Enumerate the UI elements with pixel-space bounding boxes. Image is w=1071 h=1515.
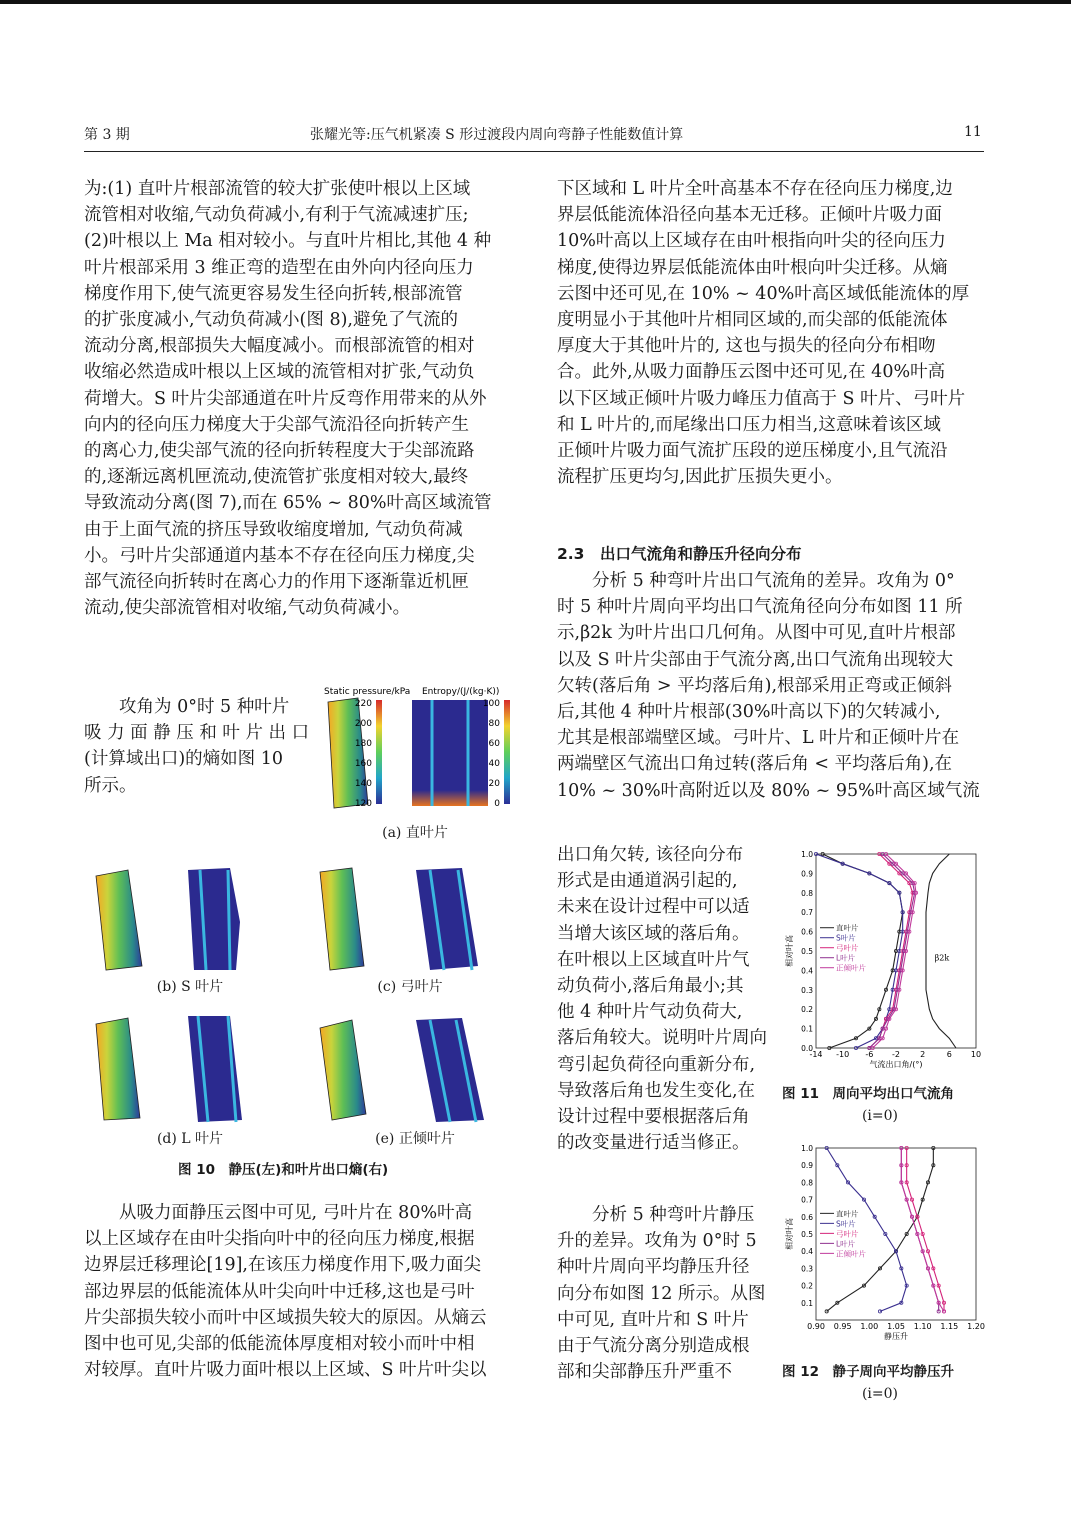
text-line: 导致落后角也发生变化,在 [557, 1080, 756, 1101]
text-line: 弯引起负荷径向重新分布, [557, 1054, 756, 1075]
text-line: 小。弓叶片尖部通道内基本不存在径向压力梯度,尖 [84, 545, 475, 566]
x-tick-label: -14 [809, 1050, 823, 1059]
data-point [825, 1310, 828, 1313]
y-tick-label: 1.0 [801, 850, 813, 859]
text-line: (计算域出口)的熵如图 10 [84, 749, 283, 770]
text-line: 叶片根部采用 3 维正弯的造型在由外向内径向压力 [84, 257, 474, 278]
text-line: 出口角欠转, 该径向分布 [557, 845, 744, 865]
text-line: 种叶片周向平均静压升径 [557, 1257, 750, 1278]
legend-label: L叶片 [836, 1239, 856, 1249]
text-line: 攻角为 0°时 5 种叶片 [119, 697, 290, 717]
y-tick-label: 0.4 [801, 966, 813, 976]
x-axis-label: 气流出口角/(°) [869, 1060, 923, 1069]
text-line: 为:(1) 直叶片根部流管的较大扩张使叶根以上区域 [84, 179, 471, 199]
fig10-subcaption-a: (a) 直叶片 [382, 825, 448, 841]
text-line: 未来在设计过程中可以适 [557, 897, 750, 918]
right-wrap-text-2 [557, 1202, 777, 1385]
text-line: 的离心力,使尖部气流的径向折转程度大于尖部流路 [84, 441, 475, 462]
pressure-colorbar [376, 700, 382, 804]
text-line: 分析 5 种弯叶片出口气流角的差异。攻角为 0° [592, 571, 955, 591]
text-line: 时 5 种叶片周向平均出口气流角径向分布如图 11 所 [557, 597, 963, 618]
text-line: 10%叶高以上区域存在由叶根指向叶尖的径向压力 [557, 231, 946, 252]
text-line: 度明显小于其他叶片相同区域的,而尖部的低能流体 [557, 310, 948, 331]
figure10-panel-d [90, 1010, 270, 1125]
pressure-contour-e [320, 1020, 366, 1120]
text-line: 设计过程中要根据落后角 [557, 1107, 750, 1128]
text-line: 和 L 叶片的,而尾缘出口压力相当,这意味着该区域 [557, 414, 941, 435]
text-line: 部和尖部静压升严重不 [557, 1362, 732, 1383]
y-tick-label: 0.5 [801, 1230, 813, 1239]
text-line: 所示。 [84, 775, 137, 796]
x-tick-label: 6 [946, 1050, 952, 1059]
text-line: 片尖部损失较小而叶中区域损失较大的原因。从熵云 [84, 1307, 487, 1328]
text-line: 后,其他 4 种叶片根部(30%叶高以下)的欠转减小, [557, 702, 941, 723]
fig11-caption: 图 11 周向平均出口气流角 [782, 1086, 954, 1102]
y-axis-label: 相对叶高 [785, 1218, 794, 1250]
text-line: 下区域和 L 叶片全叶高基本不存在径向压力梯度,边 [557, 179, 953, 199]
y-tick-label: 0.5 [801, 947, 813, 956]
text-line: 荷增大。S 叶片尖部通道在叶片反弯作用带来的从外 [84, 388, 487, 409]
entropy-tick: 60 [488, 739, 500, 749]
x-tick-label: -2 [892, 1050, 900, 1059]
y-tick-label: 0.6 [801, 927, 813, 937]
entropy-colorbar-title: Entropy/(J/(kg·K)) [422, 687, 500, 697]
pressure-tick: 220 [354, 699, 372, 709]
legend-label: 正倾叶片 [836, 1249, 866, 1259]
section-heading: 2.3 出口气流角和静压升径向分布 [557, 545, 802, 563]
legend-label: 弓叶片 [836, 1229, 859, 1239]
text-line: 形式是由通道涡引起的, [557, 871, 738, 892]
y-tick-label: 0.2 [801, 1005, 813, 1015]
top-border [0, 0, 1071, 4]
x-tick-label: 10 [970, 1050, 982, 1059]
legend-label: 正倾叶片 [836, 963, 866, 973]
text-line: 由于气流分离分别造成根 [557, 1336, 750, 1357]
x-tick-label: 1.00 [860, 1322, 879, 1331]
x-tick-label: -10 [836, 1050, 850, 1059]
pressure-tick: 120 [354, 799, 372, 809]
text-line: 部气流径向折转时在离心力的作用下逐渐靠近机匣 [84, 572, 469, 593]
fig10-subcaption-c: (c) 弓叶片 [377, 979, 443, 995]
y-tick-label: 0.3 [801, 1264, 813, 1274]
pressure-contour-b [96, 870, 142, 970]
beta2k-annotation: β2k [934, 953, 950, 963]
text-line: 部边界层的低能流体从叶尖向叶中迁移,这也是弓叶 [84, 1281, 475, 1302]
text-line: 界层低能流体沿径向基本无迁移。正倾叶片吸力面 [557, 205, 942, 226]
text-line: 从吸力面静压云图中可见, 弓叶片在 80%叶高 [119, 1203, 473, 1223]
text-line: 落后角较大。说明叶片周向 [557, 1028, 767, 1049]
header-rule [84, 151, 984, 152]
text-line: 以上区域存在由叶尖指向叶中的径向压力梯度,根据 [84, 1229, 475, 1250]
figure10-panel-b [90, 862, 270, 974]
text-line: 厚度大于其他叶片的, 这也与损失的径向分布相吻 [557, 336, 936, 357]
fig10-subcaption-e: (e) 正倾叶片 [375, 1131, 455, 1147]
fig12-caption: 图 12 静子周向平均静压升 [782, 1364, 954, 1380]
text-line: 合。此外,从吸力面静压云图中还可见,在 40%叶高 [557, 362, 946, 383]
text-line: 边界层迁移理论[19],在该压力梯度作用下,吸力面尖 [84, 1255, 482, 1276]
text-line: 分析 5 种弯叶片静压 [592, 1205, 755, 1225]
figure12-chart [782, 1142, 985, 1348]
pressure-contour-a [328, 698, 368, 808]
legend-label: 弓叶片 [836, 943, 859, 953]
left-column-text [84, 176, 520, 621]
y-tick-label: 0.6 [801, 1212, 813, 1222]
text-line: 欠转(落后角 > 平均落后角),根部采用正弯或正倾斜 [557, 675, 953, 696]
entropy-contour-a [412, 700, 488, 806]
entropy-colorbar [504, 700, 510, 804]
text-line: 梯度,使得边界层低能流体由叶根向叶尖迁移。从熵 [557, 257, 948, 278]
text-line: 示,β2k 为叶片出口几何角。从图中可见,直叶片根部 [557, 623, 956, 644]
y-tick-label: 0.8 [801, 888, 813, 898]
text-line: 正倾叶片吸力面气流扩压段的逆压梯度小,且气流沿 [557, 441, 948, 462]
entropy-tick: 100 [482, 699, 500, 709]
text-line: 流动,使尖部流管相对收缩,气动负荷减小。 [84, 598, 411, 619]
y-tick-label: 0.7 [801, 908, 813, 918]
entropy-tick: 40 [488, 759, 500, 769]
text-line: 图中也可见,尖部的低能流体厚度相对较小而叶中相 [84, 1334, 475, 1355]
y-tick-label: 0.1 [801, 1298, 813, 1308]
entropy-tick: 20 [488, 779, 500, 789]
text-line: 当增大该区域的落后角。 [557, 923, 750, 944]
fig10-subcaption-b: (b) S 叶片 [156, 979, 224, 995]
y-tick-label: 0.2 [801, 1281, 813, 1291]
left-bottom-text [84, 1200, 520, 1383]
series-line [926, 854, 956, 1048]
text-line: 云图中还可见,在 10% ~ 40%叶高区域低能流体的厚 [557, 283, 970, 304]
text-line: (2)叶根以上 Ma 相对较小。与直叶片相比,其他 4 种 [84, 231, 492, 252]
fig11-condition: (i=0) [861, 1108, 899, 1124]
text-line: 的改变量进行适当修正。 [557, 1133, 750, 1154]
pressure-tick: 200 [354, 719, 372, 729]
text-line: 流管相对收缩,气动负荷减小,有利于气流减速扩压; [84, 205, 469, 226]
pressure-contour-d [96, 1018, 140, 1120]
x-tick-label: 1.05 [887, 1322, 905, 1331]
entropy-tick: 80 [488, 719, 500, 729]
text-line: 尤其是根部端壁区域。弓叶片、L 叶片和正倾叶片在 [557, 728, 960, 749]
text-line: 10% ~ 30%叶高附近以及 80% ~ 95%叶高区域气流 [557, 780, 980, 801]
text-line: 对较厚。直叶片吸力面叶根以上区域、S 叶片叶尖以 [84, 1360, 487, 1381]
x-axis-label: 静压升 [884, 1332, 908, 1341]
text-line: 升的差异。攻角为 0°时 5 [557, 1231, 757, 1252]
text-line: 他 4 种叶片气动负荷大, [557, 1002, 743, 1023]
y-tick-label: 0.3 [801, 985, 813, 995]
right-mid-text [557, 568, 985, 804]
text-line: 两端壁区气流出口角过转(落后角 < 平均落后角),在 [557, 754, 953, 775]
figure10-panel-a [320, 684, 520, 819]
figure11-chart [782, 848, 982, 1076]
y-tick-label: 1.0 [801, 1144, 813, 1153]
text-line: 以下区域正倾叶片吸力峰压力值高于 S 叶片、弓叶片 [557, 388, 966, 409]
text-line: 梯度作用下,使气流更容易发生径向折转,根部流管 [84, 283, 463, 304]
text-line: 向分布如图 12 所示。从图 [557, 1283, 766, 1304]
y-tick-label: 0.9 [801, 1161, 813, 1171]
header-title: 张耀光等:压气机紧凑 S 形过渡段内周向弯静子性能数值计算 [310, 127, 684, 143]
fig10-subcaption-d: (d) L 叶片 [156, 1131, 224, 1147]
pressure-tick: 160 [354, 759, 372, 769]
fig10-caption: 图 10 静压(左)和叶片出口熵(右) [178, 1162, 389, 1178]
x-tick-label: 2 [920, 1050, 926, 1059]
x-tick-label: 1.15 [940, 1322, 959, 1331]
text-line: 以及 S 叶片尖部由于气流分离,出口气流角出现较大 [557, 649, 954, 670]
legend-label: 直叶片 [836, 923, 859, 933]
entropy-contour-b [188, 868, 240, 970]
figure10-panel-c [312, 862, 492, 974]
legend-label: S叶片 [836, 933, 856, 943]
x-tick-label: 0.95 [833, 1322, 852, 1331]
text-line: 由于上面气流的挤压导致收缩度增加, 气动负荷减 [84, 519, 463, 540]
x-tick-label: 1.10 [913, 1322, 932, 1331]
right-column-text [557, 176, 985, 490]
x-tick-label: -6 [865, 1050, 874, 1059]
text-line: 向内的径向压力梯度大于尖部气流沿径向折转产生 [84, 414, 469, 435]
fig12-condition: (i=0) [861, 1386, 899, 1402]
legend-label: L叶片 [836, 953, 856, 963]
y-tick-label: 0.8 [801, 1178, 813, 1188]
y-tick-label: 0.7 [801, 1195, 813, 1205]
text-line: 动负荷小,落后角最小;其 [557, 976, 744, 997]
text-line: 中可见, 直叶片和 S 叶片 [557, 1309, 749, 1330]
header-issue: 第 3 期 [84, 127, 130, 143]
pressure-tick: 140 [354, 779, 372, 789]
pressure-colorbar-title: Static pressure/kPa [324, 687, 411, 697]
pressure-contour-c [320, 868, 364, 970]
text-line: 吸 力 面 静 压 和 叶 片 出 口 [84, 723, 310, 744]
x-tick-label: 1.20 [967, 1322, 985, 1331]
legend-label: S叶片 [836, 1219, 856, 1229]
x-tick-label: 0.90 [807, 1322, 825, 1331]
text-line: 流程扩压更均匀,因此扩压损失更小。 [557, 467, 843, 488]
text-line: 在叶根以上区域直叶片气 [557, 949, 750, 970]
y-tick-label: 0.4 [801, 1247, 813, 1257]
text-line: 流动分离,根部损失大幅度减小。而根部流管的相对 [84, 336, 475, 357]
y-tick-label: 0.0 [801, 1044, 813, 1053]
right-wrap-text-1 [557, 842, 777, 1156]
text-line: 收缩必然造成叶根以上区域的流管相对扩张,气动负 [84, 362, 475, 383]
figure10-panel-e [312, 1010, 492, 1125]
entropy-tick: 0 [494, 799, 500, 809]
text-line: 的,逐渐远离机匣流动,使流管扩张度相对较大,最终 [84, 467, 469, 488]
header-page-number: 11 [964, 124, 982, 140]
text-line: 的扩张度减小,气动负荷减小(图 8),避免了气流的 [84, 310, 458, 331]
y-axis-label: 相对叶高 [785, 935, 794, 967]
y-tick-label: 0.9 [801, 869, 813, 879]
left-wrap-text [84, 694, 314, 799]
y-tick-label: 0.1 [801, 1024, 813, 1034]
pressure-tick: 180 [354, 739, 372, 749]
legend-label: 直叶片 [836, 1209, 859, 1219]
text-line: 导致流动分离(图 7),而在 65% ~ 80%叶高区域流管 [84, 493, 492, 514]
